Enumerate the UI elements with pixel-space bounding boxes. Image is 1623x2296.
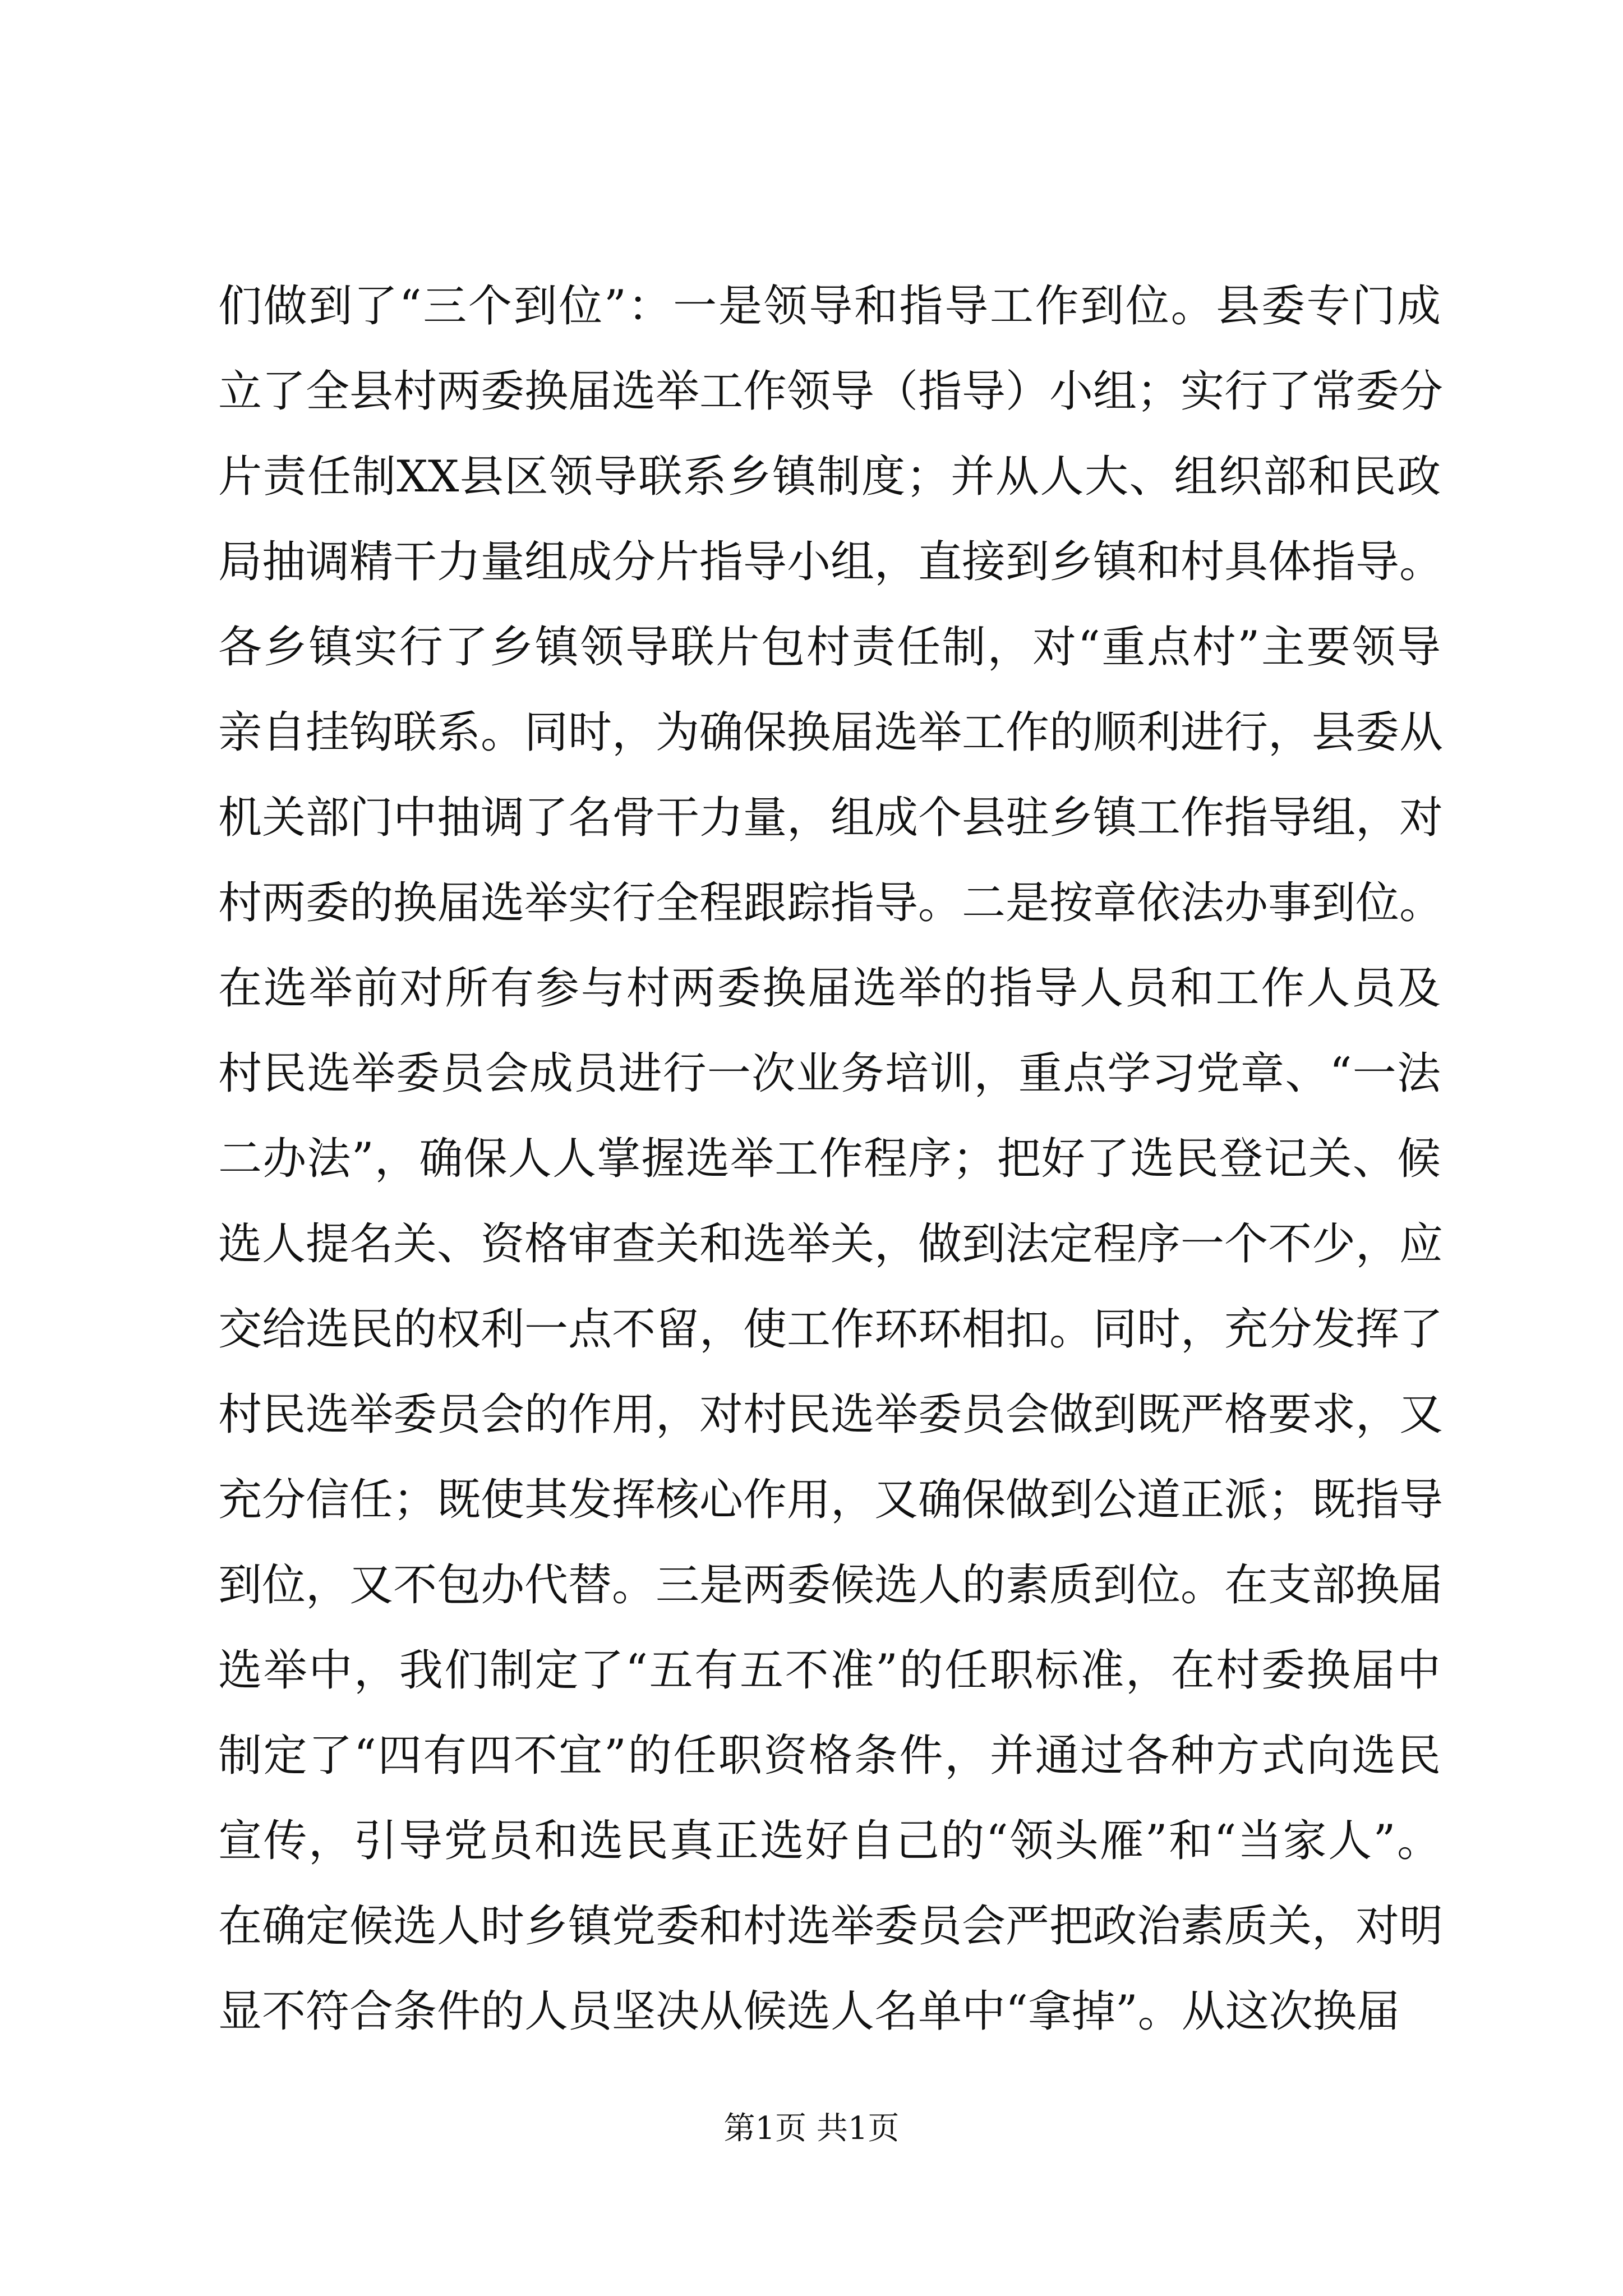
text-line: 立了全县村两委换届选举工作领导（指导）小组；实行了常委分 bbox=[218, 366, 1444, 417]
text-line: 们做到了“三个到位”：一是领导和指导工作到位。县委专门成 bbox=[218, 281, 1441, 332]
text-line: 交给选民的权利一点不留，使工作环环相扣。同时，充分发挥了 bbox=[218, 1304, 1444, 1355]
text-line: 充分信任；既使其发挥核心作用，又确保做到公道正派；既指导 bbox=[218, 1475, 1444, 1525]
text-line: 显不符合条件的人员坚决从候选人名单中“拿掉”。从这次换届 bbox=[218, 1986, 1400, 2037]
body-text bbox=[218, 264, 1444, 2054]
text-line: 各乡镇实行了乡镇领导联片包村责任制，对“重点村”主要领导 bbox=[218, 622, 1441, 673]
text-line: 机关部门中抽调了名骨干力量，组成个县驻乡镇工作指导组，对 bbox=[218, 793, 1444, 843]
text-line: 宣传，引导党员和选民真正选好自己的“领头雁”和“当家人”。 bbox=[218, 1816, 1441, 1866]
text-line: 村民选举委员会成员进行一次业务培训，重点学习党章、“一法 bbox=[218, 1048, 1441, 1099]
text-line: 村两委的换届选举实行全程跟踪指导。二是按章依法办事到位。 bbox=[218, 878, 1444, 928]
text-line: 局抽调精干力量组成分片指导小组，直接到乡镇和村具体指导。 bbox=[218, 537, 1444, 587]
text-line: 亲自挂钩联系。同时，为确保换届选举工作的顺利进行，县委从 bbox=[218, 707, 1444, 758]
text-line: 到位，又不包办代替。三是两委候选人的素质到位。在支部换届 bbox=[218, 1560, 1444, 1611]
text-line: 二办法”，确保人人掌握选举工作程序；把好了选民登记关、候 bbox=[218, 1134, 1441, 1184]
text-line: 制定了“四有四不宜”的任职资格条件，并通过各种方式向选民 bbox=[218, 1731, 1441, 1781]
text-line: 在选举前对所有参与村两委换届选举的指导人员和工作人员及 bbox=[218, 963, 1441, 1014]
text-line: 选举中，我们制定了“五有五不准”的任职标准，在村委换届中 bbox=[218, 1645, 1441, 1696]
text-line: 片责任制XX县区领导联系乡镇制度；并从人大、组织部和民政 bbox=[218, 452, 1441, 502]
text-line: 村民选举委员会的作用，对村民选举委员会做到既严格要求，又 bbox=[218, 1389, 1444, 1440]
page-footer: 第1页 共1页 bbox=[723, 2110, 900, 2147]
text-line: 选人提名关、资格审查关和选举关，做到法定程序一个不少，应 bbox=[218, 1219, 1444, 1269]
text-line: 在确定候选人时乡镇党委和村选举委员会严把政治素质关，对明 bbox=[218, 1901, 1444, 1952]
